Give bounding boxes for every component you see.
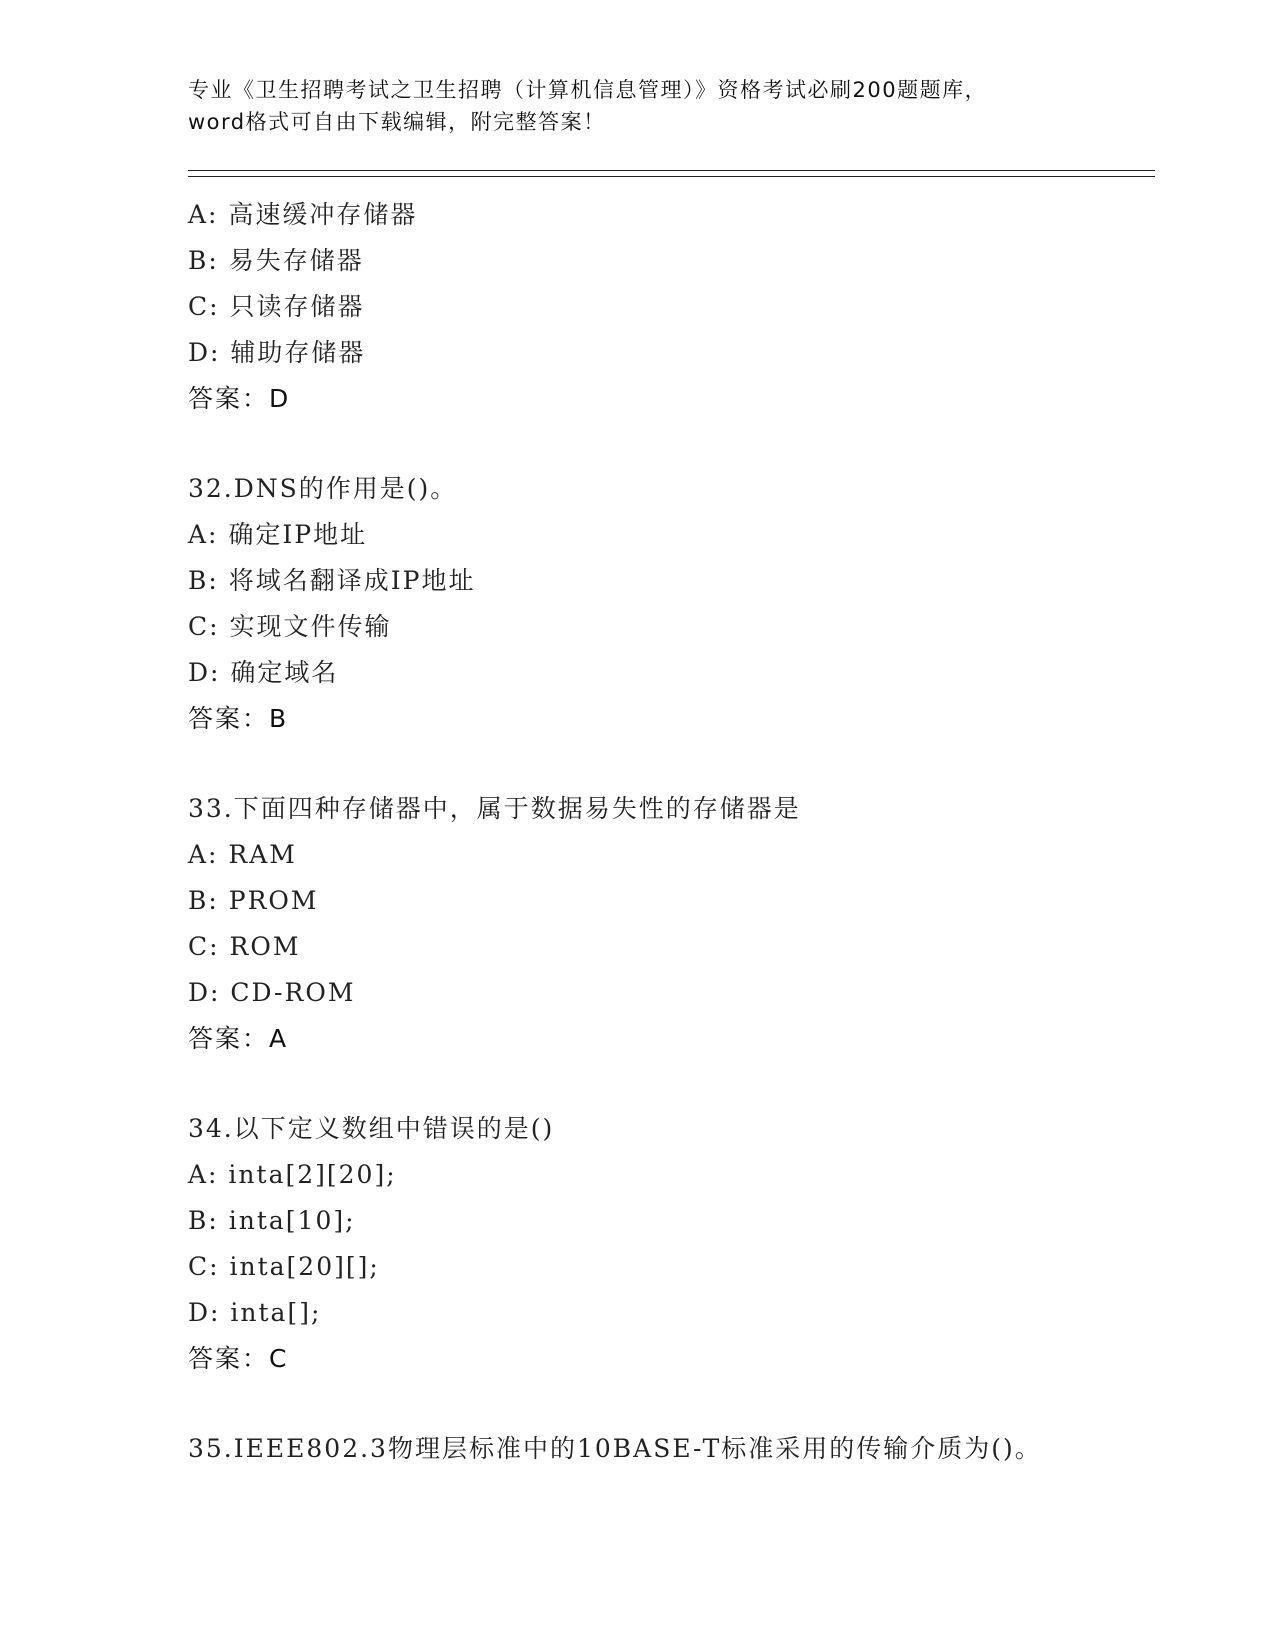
question-block-34 (188, 1106, 1155, 1382)
option-a: A: 确定IP地址 (188, 520, 368, 549)
header-line-2: word格式可自由下载编辑，附完整答案！ (188, 110, 606, 134)
question-stem: 35.IEEE802.3物理层标准中的10BASE-T标准采用的传输介质为()。 (188, 1434, 1042, 1463)
answer-line: 答案：D (188, 384, 291, 413)
option-d: D: inta[]; (188, 1298, 322, 1327)
question-stem: 34.以下定义数组中错误的是() (188, 1114, 555, 1143)
document-header (188, 74, 1088, 138)
answer-line: 答案：C (188, 1344, 289, 1373)
option-d: D: 辅助存储器 (188, 338, 366, 367)
option-d: D: 确定域名 (188, 658, 339, 687)
option-b: B: inta[10]; (188, 1206, 356, 1235)
question-stem: 33.下面四种存储器中，属于数据易失性的存储器是 (188, 794, 801, 823)
option-b: B: 易失存储器 (188, 246, 364, 275)
option-c: C: ROM (188, 932, 301, 961)
question-block-31 (188, 192, 1155, 422)
option-b: B: 将域名翻译成IP地址 (188, 566, 476, 595)
question-block-33 (188, 786, 1155, 1062)
question-block-32 (188, 466, 1155, 742)
question-block-35 (188, 1426, 1155, 1472)
option-a: A: inta[2][20]; (188, 1160, 397, 1189)
option-d: D: CD-ROM (188, 978, 356, 1007)
option-a: A: RAM (188, 840, 297, 869)
question-stem: 32.DNS的作用是()。 (188, 474, 458, 503)
header-divider-bottom (188, 176, 1155, 177)
header-line-1: 专业《卫生招聘考试之卫生招聘（计算机信息管理）》资格考试必刷200题题库， (188, 78, 988, 102)
option-a: A: 高速缓冲存储器 (188, 200, 418, 229)
option-c: C: 只读存储器 (188, 292, 365, 321)
option-b: B: PROM (188, 886, 319, 915)
header-divider-top (188, 170, 1155, 171)
option-c: C: 实现文件传输 (188, 612, 392, 641)
question-list (188, 192, 1155, 1472)
answer-line: 答案：A (188, 1024, 289, 1053)
option-c: C: inta[20][]; (188, 1252, 380, 1281)
answer-line: 答案：B (188, 704, 289, 733)
